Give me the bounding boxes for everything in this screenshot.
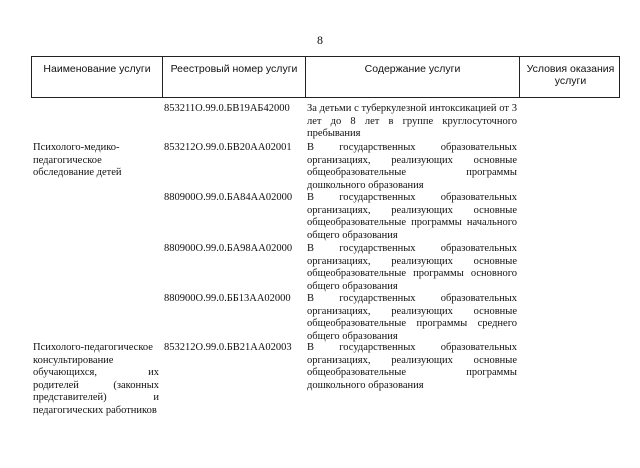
service-name: Психолого-педагогическое консультирование обучающихся, их родителей (законных представителей) и педагогических работников — [33, 342, 159, 416]
registry-number: 880900О.99.0.БА84АА02000 — [164, 192, 293, 203]
service-name: Психолого-медико-педагогическое обследование детей — [33, 142, 122, 178]
table-body — [31, 98, 620, 468]
header-service-name: Наименование услуги — [32, 57, 163, 97]
header-service-content: Содержание услуги — [306, 57, 520, 97]
service-content: В государственных образовательных организациях, реализующих основные общеобразовательные программы основного общего образования — [307, 243, 517, 292]
service-content: В государственных образовательных организациях, реализующих основные общеобразовательные программы дошкольного образования — [307, 142, 517, 191]
service-content: В государственных образовательных организациях, реализующих основные общеобразовательные программы дошкольного образования — [307, 342, 517, 391]
registry-number: 853211О.99.0.БВ19АБ42000 — [164, 103, 290, 114]
service-content: В государственных образовательных организациях, реализующих основные общеобразовательные программы среднего общего образования — [307, 293, 517, 342]
service-content: За детьми с туберкулезной интоксикацией от 3 лет до 8 лет в группе круглосуточного пребывания — [307, 103, 517, 139]
page-number: 8 — [317, 33, 323, 47]
registry-number: 880900О.99.0.ББ13АА02000 — [164, 293, 291, 304]
services-table — [31, 56, 620, 468]
header-registry-number: Реестровый номер услуги — [163, 57, 306, 97]
registry-number: 853212О.99.0.БВ20АА02001 — [164, 142, 292, 153]
registry-number: 880900О.99.0.БА98АА02000 — [164, 243, 293, 254]
header-service-conditions: Условия оказания услуги — [526, 63, 615, 87]
registry-number: 853212О.99.0.БВ21АА02003 — [164, 342, 292, 353]
table-header — [31, 56, 620, 98]
service-content: В государственных образовательных организациях, реализующих основные общеобразовательные программы начального общего образования — [307, 192, 517, 241]
